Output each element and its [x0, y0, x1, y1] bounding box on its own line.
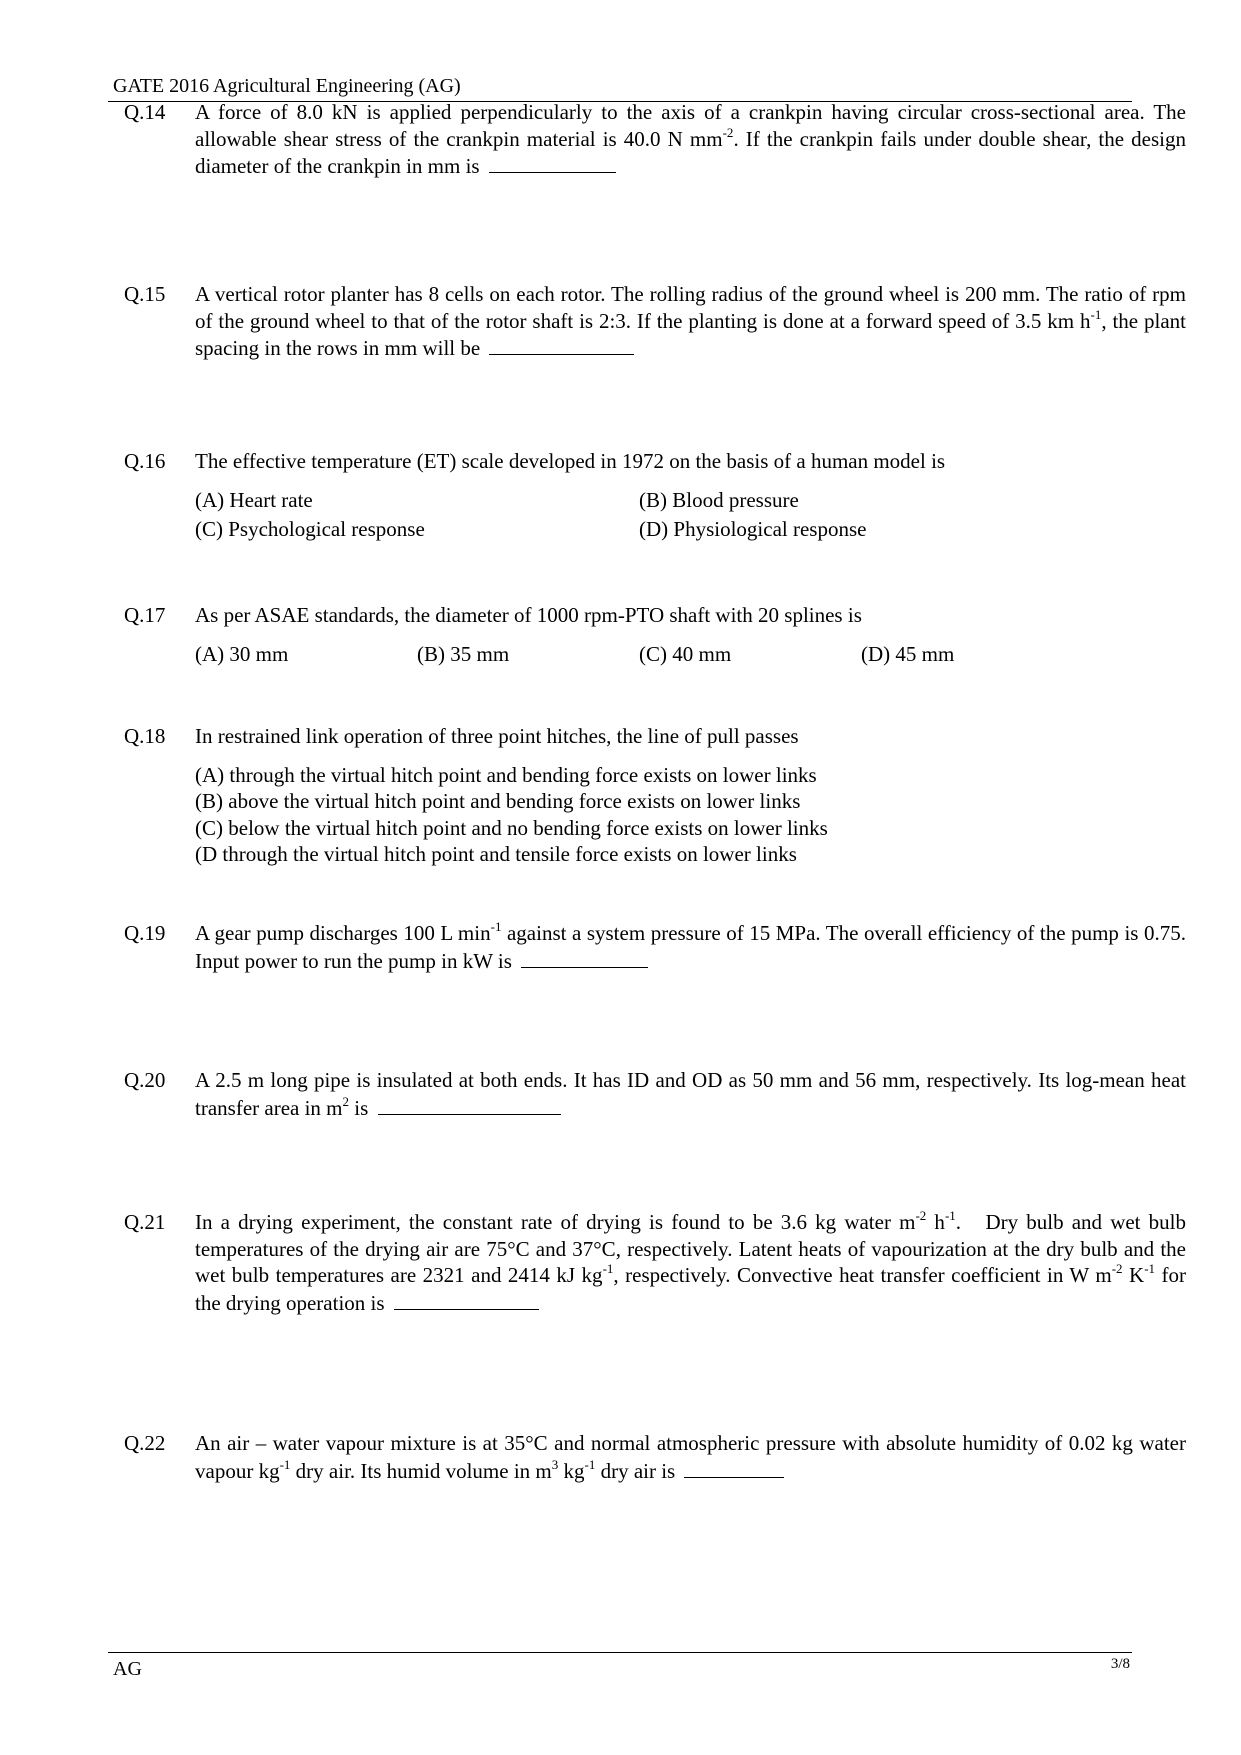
question-text: A gear pump discharges 100 L $\min^{-1}$ against a system pressure of 15 MPa. The overall efficiency of the pump is 0.75. Input power to run the pump in kW is: [195, 919, 1186, 973]
question-text: As per ASAE standards, the diameter of 1000 rpm-PTO shaft with 20 splines is: [195, 603, 862, 627]
question-body: [195, 1430, 1186, 1484]
question-text: In a drying experiment, the constant rate of drying is found to be 3.6 kg water $m^{-2}$ $h^{-1}$. Dry bulb and wet bulb temperatures of the drying air are 75°C and 37°C, respectively. Latent heats of vapourization at the dry bulb and the wet bulb temperatures are 2321 and 2414 kJ $kg^{-1}$, respectively. Convective heat transfer coefficient in W $m^{-2}$ $K^{-1}$ for the drying operation is: [195, 1208, 1192, 1315]
option-c[interactable]: (C) below the virtual hitch point and no bending force exists on lower links: [195, 815, 828, 840]
option-d[interactable]: (D through the virtual hitch point and tensile force exists on lower links: [195, 842, 797, 866]
question-body: [195, 920, 1186, 974]
question-text: The effective temperature (ET) scale developed in 1972 on the basis of a human model is: [195, 449, 946, 473]
answer-blank[interactable]: [521, 947, 648, 968]
answer-blank[interactable]: [489, 334, 634, 355]
question-body: [195, 1067, 1186, 1121]
option-a[interactable]: (A) Heart rate: [195, 487, 313, 512]
question-number: Q.21: [124, 1210, 166, 1234]
question-text: An air – water vapour mixture is at 35°C and normal atmospheric pressure with absolute humidity of 0.02 kg water vapour $kg^{-1}$ dry air. Its humid volume in $m^3$ $kg^{-1}$ dry air is: [195, 1431, 1186, 1483]
footer-subject-code: AG: [113, 1658, 142, 1680]
page-number: 3/8: [1110, 1656, 1130, 1672]
option-c[interactable]: (C) Psychological response: [195, 516, 425, 541]
options: [195, 762, 1186, 868]
question-body: [195, 281, 1186, 362]
question-text: In restrained link operation of three point hitches, the line of pull passes: [195, 724, 799, 748]
answer-blank[interactable]: [489, 152, 616, 173]
question-body: [195, 723, 1186, 868]
option-b[interactable]: (B) Blood pressure: [639, 487, 799, 512]
answer-blank[interactable]: [684, 1457, 784, 1478]
question-body: [195, 602, 1186, 670]
option-b[interactable]: (B) 35 mm: [417, 641, 510, 666]
question-text: A vertical rotor planter has 8 cells on each rotor. The rolling radius of the ground wheel is 200 mm. The ratio of rpm of the ground wheel to that of the rotor shaft is 2:3. If the planting is done at a forward speed of 3.5 km $h^{-1}$, the plant spacing in the rows in mm will be: [195, 282, 1186, 360]
question-number: Q.15: [124, 282, 166, 306]
question-number: Q.18: [124, 724, 166, 748]
option-d[interactable]: (D) Physiological response: [639, 516, 867, 541]
footer-rule: [108, 1652, 1132, 1653]
option-d[interactable]: (D) 45 mm: [861, 641, 955, 666]
question-number: Q.19: [124, 921, 166, 945]
question-body: [195, 1208, 1192, 1316]
question-number: Q.22: [124, 1431, 166, 1455]
page-header-title: GATE 2016 Agricultural Engineering (AG): [113, 75, 461, 97]
answer-blank[interactable]: [378, 1094, 561, 1115]
question-number: Q.20: [124, 1068, 166, 1092]
question-text: A 2.5 m long pipe is insulated at both ends. It has ID and OD as 50 mm and 56 mm, respectively. Its log-mean heat transfer area in $m^2$ is: [195, 1068, 1186, 1120]
question-text: A force of 8.0 kN is applied perpendicularly to the axis of a crankpin having circular cross-sectional area. The allowable shear stress of the crankpin material is 40.0 N $mm^{-2}$. If the crankpin fails under double shear, the design diameter of the crankpin in mm is: [195, 100, 1187, 178]
options: [195, 487, 1186, 545]
option-a[interactable]: (A) through the virtual hitch point and bending force exists on lower links: [195, 762, 817, 787]
option-a[interactable]: (A) 30 mm: [195, 641, 289, 666]
question-body: [195, 448, 1186, 545]
question-body: [195, 99, 1186, 180]
options: [195, 641, 1186, 670]
answer-blank[interactable]: [394, 1289, 539, 1310]
question-number: Q.17: [124, 603, 166, 627]
option-c[interactable]: (C) 40 mm: [639, 641, 732, 666]
question-number: Q.14: [124, 100, 166, 124]
question-number: Q.16: [124, 449, 166, 473]
option-b[interactable]: (B) above the virtual hitch point and bending force exists on lower links: [195, 789, 801, 813]
